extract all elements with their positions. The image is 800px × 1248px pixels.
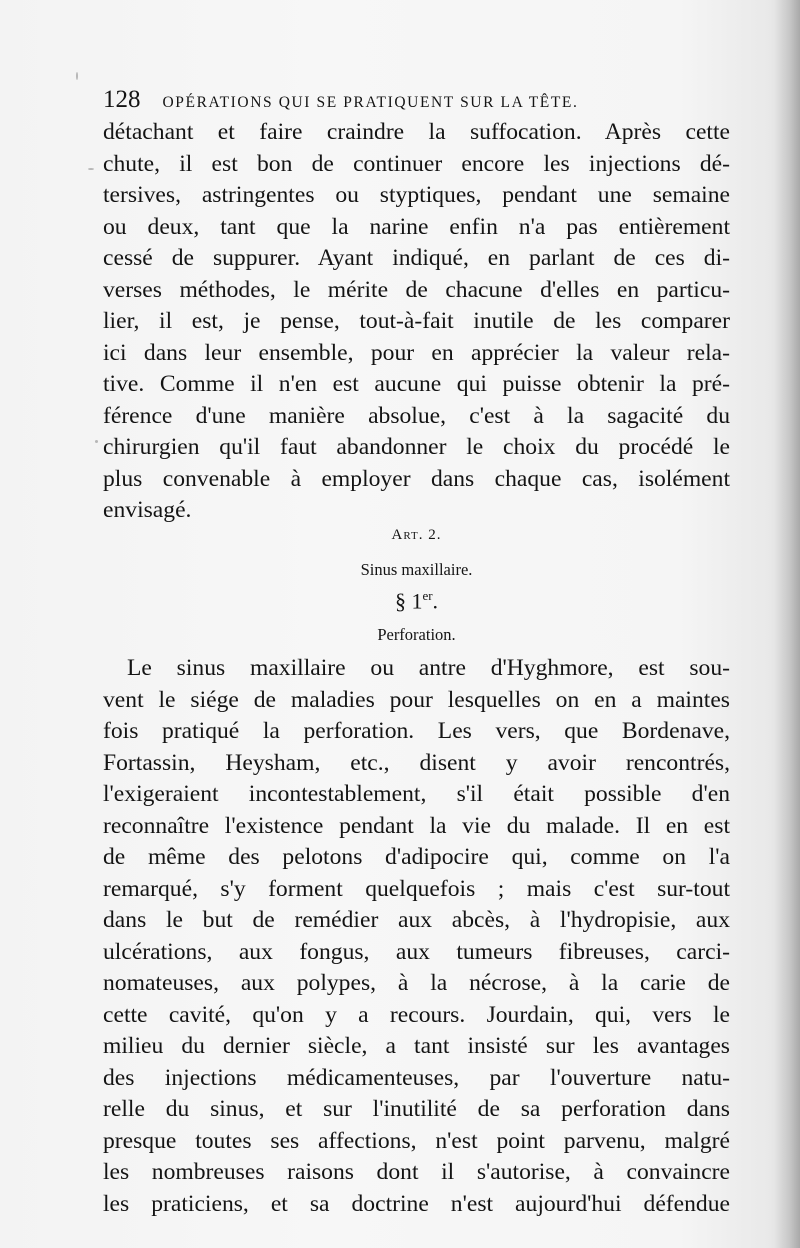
section-suffix: . <box>432 588 439 614</box>
text-line: reconnaître l'existence pendant la vie du malade. Il en est <box>103 812 730 839</box>
text-line: l'exigeraient incontestablement, s'il était possible d'en <box>103 781 730 807</box>
text-line: nomateuses, aux polypes, à la nécrose, à la carie de <box>103 970 730 996</box>
running-title: OPÉRATIONS QUI SE PRATIQUENT SUR LA TÊTE. <box>162 94 579 111</box>
page-number: 128 <box>103 86 141 113</box>
page-header <box>103 86 683 116</box>
text-line: chute, il est bon de continuer encore les injections dé- <box>103 150 730 177</box>
text-line: tersives, astringentes ou styptiques, pendant une semaine <box>103 182 730 208</box>
text-line: ou deux, tant que la narine enfin n'a pas entièrement <box>103 213 730 240</box>
text-line: fois pratiqué la perforation. Les vers, que Bordenave, <box>103 718 730 744</box>
text-line: plus convenable à employer dans chaque cas, isolément <box>103 465 730 492</box>
text-line: des injections médicamenteuses, par l'ouverture natu- <box>103 1064 730 1091</box>
text-line: Le sinus maxillaire ou antre d'Hyghmore, est sou- <box>127 655 730 681</box>
page-edge-shadow <box>774 0 800 1248</box>
text-line: cette cavité, qu'on y a recours. Jourdain, qui, vers le <box>103 1001 730 1028</box>
section-mark <box>103 588 730 614</box>
text-line: ulcérations, aux fongus, aux tumeurs fibreuses, carci- <box>103 938 730 965</box>
section-title: Perforation. <box>377 625 456 644</box>
section-superscript: er <box>422 588 433 603</box>
article-heading: Art. 2. <box>391 527 442 543</box>
ink-speck <box>95 440 98 443</box>
text-line: Fortassin, Heysham, etc., disent y avoir rencontrés, <box>103 749 730 776</box>
section-symbol: § 1 <box>394 588 423 614</box>
text-line: milieu du dernier siècle, a tant insisté sur les avantages <box>103 1033 730 1059</box>
text-line: lier, il est, je pense, tout-à-fait inutile de les comparer <box>103 308 730 334</box>
text-line: chirurgien qu'il faut abandonner le choix du procédé le <box>103 434 730 460</box>
text-line: de même des pelotons d'adipocire qui, comme on l'a <box>103 844 730 870</box>
text-line: verses méthodes, le mérite de chacune d'elles en particu- <box>103 276 730 303</box>
text-line: les praticiens, et sa doctrine n'est aujourd'hui défendue <box>103 1190 730 1217</box>
text-line: dans le but de remédier aux abcès, à l'hydropisie, aux <box>103 907 730 933</box>
text-line: férence d'une manière absolue, c'est à la sagacité du <box>103 402 730 429</box>
ink-speck <box>76 72 78 80</box>
text-line: cessé de suppurer. Ayant indiqué, en parlant de ces di- <box>103 245 730 271</box>
ink-speck <box>88 168 94 170</box>
article-title: Sinus maxillaire. <box>360 560 473 579</box>
text-line: détachant et faire craindre la suffocation. Après cette <box>103 119 730 145</box>
paragraph-continuation <box>103 117 730 527</box>
text-line: envisagé. <box>103 497 192 523</box>
text-line: presque toutes ses affections, n'est point parvenu, malgré <box>103 1127 730 1154</box>
text-line: tive. Comme il n'en est aucune qui puisse obtenir la pré- <box>103 371 730 397</box>
text-line: ici dans leur ensemble, pour en apprécier la valeur rela- <box>103 339 730 366</box>
text-line: les nombreuses raisons dont il s'autorise, à convaincre <box>103 1159 730 1185</box>
text-line: relle du sinus, et sur l'inutilité de sa perforation dans <box>103 1096 730 1122</box>
text-line: vent le siége de maladies pour lesquelles on en a maintes <box>103 686 730 713</box>
text-line: remarqué, s'y forment quelquefois ; mais c'est sur-tout <box>103 875 730 902</box>
paragraph-main <box>103 653 730 1220</box>
